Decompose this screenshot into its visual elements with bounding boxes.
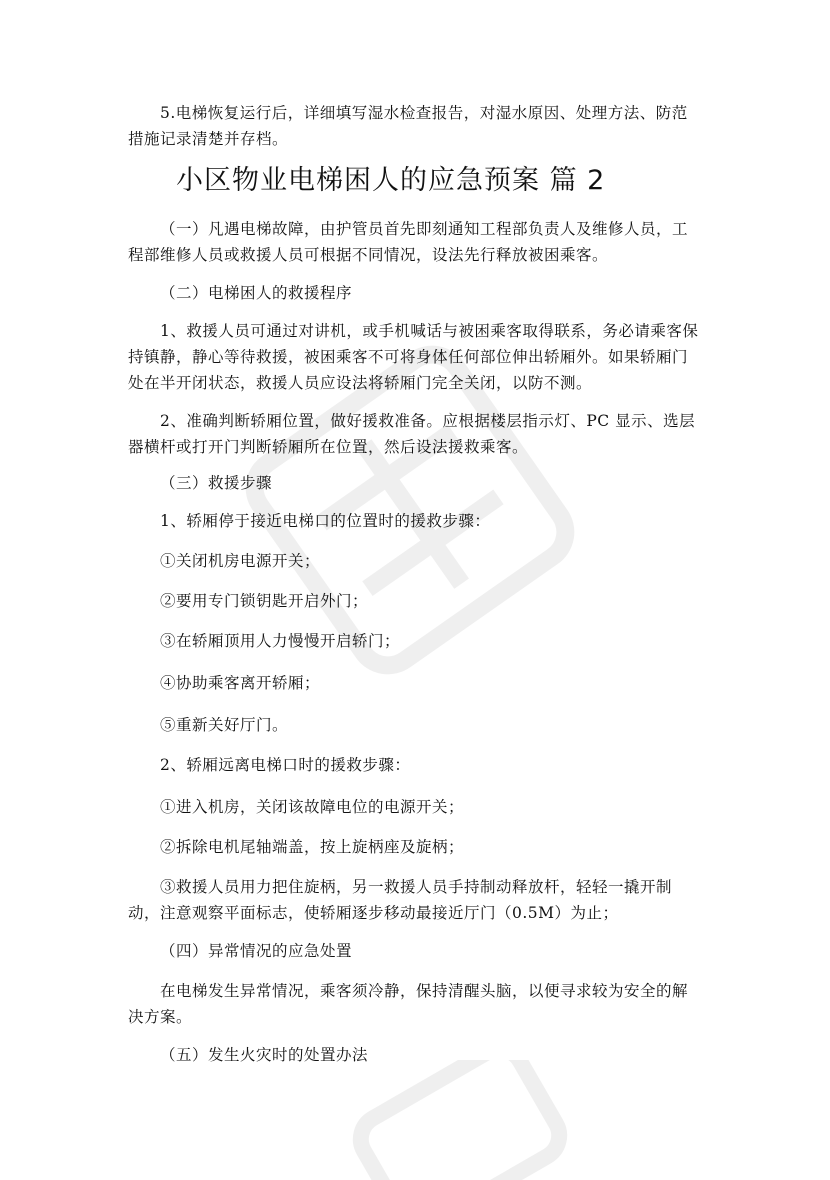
paragraph-contact-passengers: 1、救援人员可通过对讲机，或手机喊话与被困乘客取得联系，务必请乘客保持镇静，静心等待救援，被困乘客不可将身体任何部位伸出轿厢外。如果轿厢门处在半开闭状态，救援人员应设法将轿厢门完全关闭，以防不测。	[128, 322, 699, 392]
list-item-step: ②要用专门锁钥匙开启外门；	[160, 592, 369, 610]
paragraph-near-exit-steps: 1、轿厢停于接近电梯口的位置时的援救步骤：	[160, 512, 491, 530]
section-title: 小区物业电梯困人的应急预案 篇 2	[176, 165, 606, 196]
paragraph-fault-notify: （一）凡遇电梯故障，由护管员首先即刻通知工程部负责人及维修人员，工程部维修人员或救援人员可根据不同情况，设法先行释放被困乘客。	[128, 220, 689, 264]
list-item-step: ①进入机房，关闭该故障电位的电源开关；	[160, 798, 465, 816]
list-item-step: ④协助乘客离开轿厢；	[160, 674, 321, 692]
paragraph-restore-archive: 5.电梯恢复运行后，详细填写湿水检查报告，对湿水原因、处理方法、防范措施记录清楚并存档。	[128, 104, 688, 148]
list-item-step: ③在轿厢顶用人力慢慢开启轿门；	[160, 632, 401, 650]
heading-fire-handling: （五）发生火灾时的处置办法	[160, 1046, 369, 1064]
list-item-step: ③救援人员用力把住旋柄，另一救援人员手持制动释放杆，轻轻一撬开制动，注意观察平面标志，使轿厢逐步移动最接近厅门（0.5M）为止；	[128, 878, 673, 922]
paragraph-far-exit-steps: 2、轿厢远离电梯口时的援救步骤：	[160, 756, 411, 774]
list-item-step: ⑤重新关好厅门。	[160, 716, 289, 734]
paragraph-abnormal-handling: 在电梯发生异常情况，乘客须冷静，保持清醒头脑，以便寻求较为安全的解决方案。	[128, 982, 689, 1026]
list-item-step: ②拆除电机尾轴端盖，按上旋柄座及旋柄；	[160, 838, 465, 856]
list-item-step: ①关闭机房电源开关；	[160, 552, 321, 570]
heading-rescue-steps: （三）救援步骤	[160, 474, 273, 492]
heading-rescue-procedure: （二）电梯困人的救援程序	[160, 284, 353, 302]
paragraph-locate-car: 2、准确判断轿厢位置，做好援救准备。应根据楼层指示灯、PC 显示、选层器横杆或打开门判断轿厢所在位置，然后设法援救乘客。	[128, 412, 696, 456]
heading-abnormal-situations: （四）异常情况的应急处置	[160, 942, 353, 960]
watermark-logo-bottom	[300, 1060, 600, 1180]
